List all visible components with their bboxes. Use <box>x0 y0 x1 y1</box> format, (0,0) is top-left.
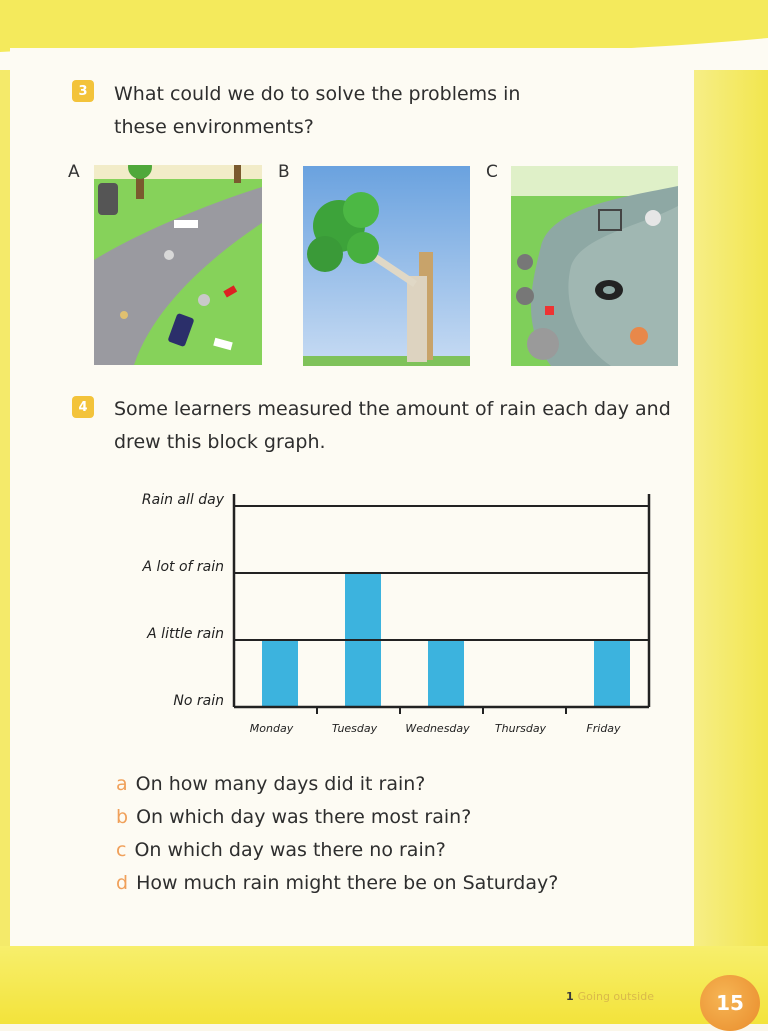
x-label-tuesday: Tuesday <box>331 722 378 735</box>
sub-question-c-text: On which day was there no rain? <box>134 839 446 861</box>
level-label-0: No rain <box>173 693 224 709</box>
chapter-label <box>566 990 654 1003</box>
picture-b-label: B <box>278 162 290 182</box>
question-3-line-2: these environments? <box>114 116 314 138</box>
sub-question-b-letter: b <box>116 806 129 828</box>
sub-question-b-text: On which day was there most rain? <box>136 806 472 828</box>
sub-question-d-letter: d <box>116 872 129 894</box>
question-3-line-1: What could we do to solve the problems in <box>114 83 521 105</box>
level-label-2: A lot of rain <box>142 559 224 575</box>
sub-question-d <box>116 872 558 894</box>
x-label-wednesday: Wednesday <box>405 722 470 735</box>
question-3-number: 3 <box>72 80 94 102</box>
bar-friday <box>594 640 630 707</box>
x-label-thursday: Thursday <box>494 722 547 735</box>
picture-c-label: C <box>486 162 498 182</box>
picture-a-label: A <box>68 162 80 182</box>
x-label-monday: Monday <box>249 722 294 735</box>
sub-question-b <box>116 806 471 828</box>
sub-question-a-text: On how many days did it rain? <box>135 773 426 795</box>
sub-question-c <box>116 839 446 861</box>
sub-question-a <box>116 773 425 795</box>
sub-question-d-text: How much rain might there be on Saturday? <box>136 872 559 894</box>
level-label-1: A little rain <box>147 626 224 642</box>
bottom-frame <box>0 946 768 1024</box>
bar-wednesday <box>428 640 464 707</box>
sub-question-c-letter: c <box>116 839 127 861</box>
chapter-number: 1 <box>566 990 574 1003</box>
level-label-3: Rain all day <box>141 492 224 508</box>
page-number: 15 <box>700 975 760 1031</box>
question-4-number: 4 <box>72 396 94 418</box>
question-4-line-1: Some learners measured the amount of rain each day and <box>114 398 671 420</box>
question-4-line-2: drew this block graph. <box>114 431 326 453</box>
x-label-friday: Friday <box>586 722 621 735</box>
sub-question-a-letter: a <box>116 773 128 795</box>
bar-monday <box>262 640 298 707</box>
chapter-title: Going outside <box>577 990 654 1003</box>
